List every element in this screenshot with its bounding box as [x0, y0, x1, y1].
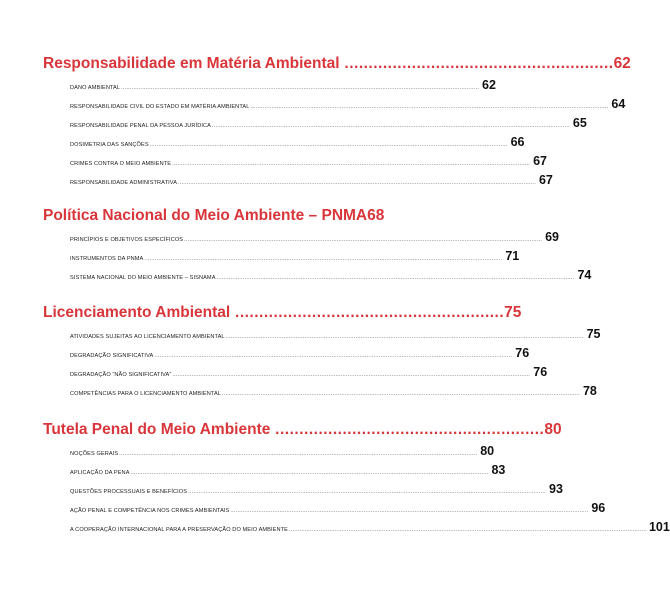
toc-section-heading[interactable] [43, 420, 562, 440]
entry-page-number: 67 [538, 173, 553, 187]
toc-entry[interactable] [70, 365, 548, 384]
entry-page-number: 80 [480, 444, 495, 458]
dot-leader: ............................................................................................................................................................................................................ [178, 180, 536, 186]
dot-leader: ........................................................ [230, 304, 505, 321]
dot-leader: ............................................................................................................................................................................................................ [172, 161, 530, 167]
entry-page-number: 76 [515, 346, 530, 360]
entry-page-number: 65 [572, 116, 587, 130]
entry-title: APLICAÇÃO DA PENA [70, 470, 130, 476]
section-title: Responsabilidade em Matéria Ambiental [43, 55, 340, 72]
toc-entry[interactable] [70, 520, 670, 539]
entry-page-number: 66 [510, 135, 525, 149]
dot-leader: ........................................................ [270, 421, 545, 438]
section-title: Licenciamento Ambiental [43, 304, 231, 321]
section-page-number: 80 [544, 421, 562, 438]
toc-entry[interactable] [70, 230, 559, 249]
entry-page-number: 64 [611, 97, 626, 111]
entry-page-number: 74 [577, 268, 592, 282]
dot-leader: ............................................................................................................................................................................................................ [130, 470, 489, 476]
dot-leader: ............................................................................................................................................................................................................ [222, 391, 580, 397]
entry-page-number: 67 [533, 154, 547, 168]
dot-leader: ............................................................................................................................................................................................................ [154, 353, 513, 359]
toc-entry[interactable] [70, 384, 597, 403]
entry-title: COMPETÊNCIAS PARA O LICENCIAMENTO AMBIENTAL [70, 391, 222, 397]
entry-title: NOÇÕES GERAIS [70, 451, 119, 457]
dot-leader: ........................................................ [339, 55, 614, 72]
toc-section-responsabilidade [43, 54, 631, 192]
dot-leader: ............................................................................................................................................................................................................ [211, 123, 570, 129]
dot-leader: ............................................................................................................................................................................................................ [144, 256, 503, 262]
toc-entry[interactable] [70, 501, 606, 520]
entry-page-number: 83 [491, 463, 506, 477]
toc-entries [70, 78, 626, 192]
entry-title: DEGRADAÇÃO “NÃO SIGNIFICATIVA” [70, 372, 172, 378]
entry-title: RESPONSABILIDADE CIVIL DO ESTADO EM MATÉRIA AMBIENTAL [70, 104, 250, 110]
entry-page-number: 101 [648, 520, 670, 534]
toc-entry[interactable] [70, 173, 553, 192]
toc-entry[interactable] [70, 268, 592, 287]
entry-page-number: 96 [591, 501, 606, 515]
section-title: Tutela Penal do Meio Ambiente [43, 421, 271, 438]
toc-entry[interactable] [70, 346, 530, 365]
toc-section-heading[interactable] [43, 206, 385, 226]
entry-title: ATIVIDADES SUJEITAS AO LICENCIAMENTO AMBIENTAL [70, 334, 225, 340]
toc-entry[interactable] [70, 154, 547, 173]
entry-title: INSTRUMENTOS DA PNMA [70, 256, 144, 262]
toc-entries [70, 230, 592, 287]
entry-title: DEGRADAÇÃO SIGNIFICATIVA [70, 353, 154, 359]
dot-leader: ............................................................................................................................................................................................................ [230, 508, 589, 514]
dot-leader: ............................................................................................................................................................................................................ [121, 85, 479, 91]
toc-section-heading[interactable] [43, 54, 631, 74]
toc-section-tutela-penal [43, 420, 670, 539]
toc-section-pnma [43, 206, 592, 287]
toc-entry[interactable] [70, 482, 563, 501]
section-page-number: 68 [367, 207, 385, 224]
entry-page-number: 93 [549, 482, 563, 496]
entry-title: DANO AMBIENTAL [70, 85, 121, 91]
entry-title: DOSIMETRIA DAS SANÇÕES [70, 142, 149, 148]
dot-leader: ............................................................................................................................................................................................................ [149, 142, 508, 148]
dot-leader: ............................................................................................................................................................................................................ [250, 104, 609, 110]
dot-leader: ............................................................................................................................................................................................................ [188, 489, 546, 495]
entry-page-number: 69 [545, 230, 559, 244]
dot-leader: ............................................................................................................................................................................................................ [225, 334, 584, 340]
toc-entry[interactable] [70, 444, 495, 463]
entry-title: RESPONSABILIDADE PENAL DA PESSOA JURÍDICA [70, 123, 211, 129]
toc-entry[interactable] [70, 327, 601, 346]
entry-title: QUESTÕES PROCESSUAIS E BENEFÍCIOS [70, 489, 188, 495]
toc-entries [70, 327, 601, 403]
toc-entry[interactable] [70, 135, 525, 154]
dot-leader: ............................................................................................................................................................................................................ [288, 527, 647, 533]
entry-title: AÇÃO PENAL E COMPETÊNCIA NOS CRIMES AMBIENTAIS [70, 508, 230, 514]
entry-page-number: 62 [482, 78, 496, 92]
toc-entry[interactable] [70, 463, 506, 482]
dot-leader: ............................................................................................................................................................................................................ [172, 372, 531, 378]
toc-entry[interactable] [70, 78, 496, 97]
toc-entry[interactable] [70, 249, 520, 268]
section-page-number: 75 [504, 304, 522, 321]
entry-title: RESPONSABILIDADE ADMINISTRATIVA [70, 180, 178, 186]
toc-entry[interactable] [70, 116, 587, 135]
section-page-number: 62 [613, 55, 631, 72]
entry-title: PRINCÍPIOS E OBJETIVOS ESPECÍFICOS [70, 237, 184, 243]
entry-title: SISTEMA NACIONAL DO MEIO AMBIENTE – SISNAMA [70, 275, 216, 281]
section-title: Política Nacional do Meio Ambiente – PNMA [43, 207, 368, 224]
toc-section-licenciamento [43, 303, 601, 403]
dot-leader: ............................................................................................................................................................................................................ [119, 451, 478, 457]
dot-leader: ............................................................................................................................................................................................................ [184, 237, 542, 243]
entry-page-number: 78 [582, 384, 597, 398]
toc-section-heading[interactable] [43, 303, 522, 323]
entry-page-number: 76 [533, 365, 548, 379]
entry-title: A COOPERAÇÃO INTERNACIONAL PARA A PRESERVAÇÃO DO MEIO AMBIENTE [70, 527, 288, 533]
entry-page-number: 75 [586, 327, 601, 341]
entry-page-number: 71 [505, 249, 520, 263]
dot-leader: ............................................................................................................................................................................................................ [216, 275, 575, 281]
toc-entry[interactable] [70, 97, 626, 116]
toc-entries [70, 444, 670, 539]
entry-title: CRIMES CONTRA O MEIO AMBIENTE [70, 161, 172, 167]
